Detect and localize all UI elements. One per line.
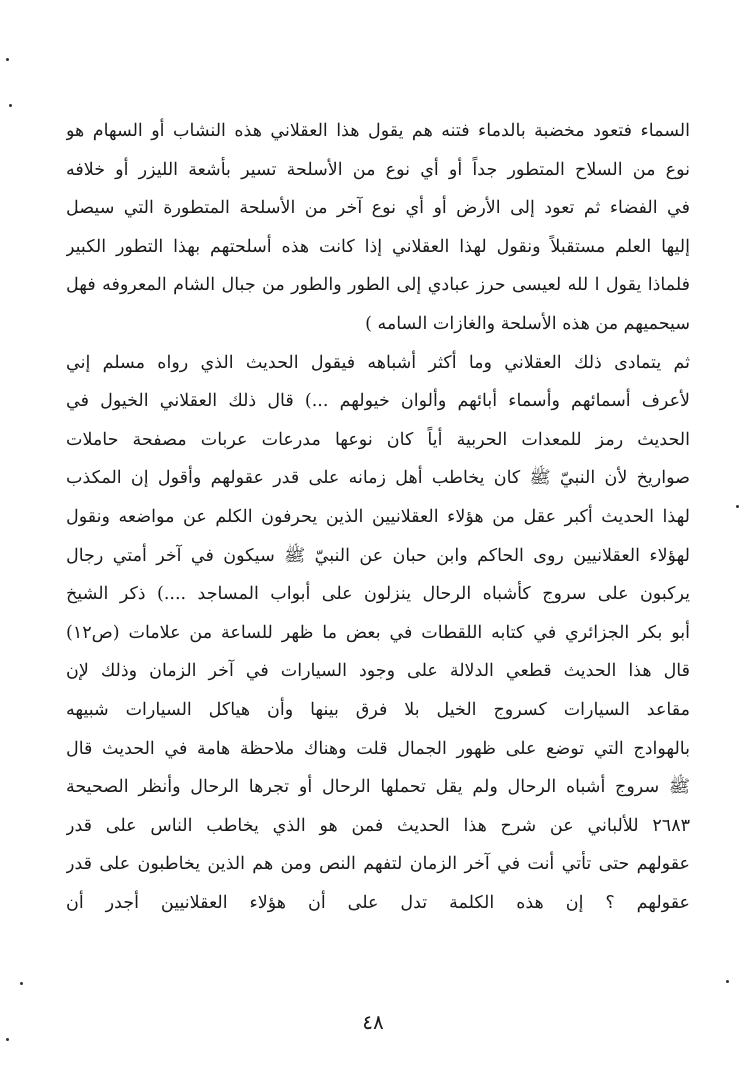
scan-speck: [9, 104, 12, 107]
scan-speck: [6, 58, 9, 61]
scan-speck: [6, 1038, 9, 1041]
text-line: ثم يتمادى ذلك العقلاني وما أكثر أشباهه فيقول الحديث الذي رواه مسلم إني: [66, 352, 690, 373]
text-line: عقولهم حتى تأتي أنت في آخر الزمان لتفهم النص ومن هم الذين يخاطبون على قدر: [66, 854, 690, 875]
text-line: لهذا الحديث أكبر عقل من هؤلاء العقلانيين الذين يحرفون الكلم عن مواضعه ونقول: [66, 506, 690, 527]
text-line: فلماذا يقول ا لله لعيسى حرز عبادي إلى الطور والطور من جبال الشام المعروفه فهل: [66, 275, 690, 296]
text-line: ٢٦٨٣ للألباني عن شرح هذا الحديث فمن هو الذي يخاطب الناس على قدر: [66, 815, 690, 836]
text-line: في الفضاء ثم تعود إلى الأرض أو أي نوع آخر من الأسلحة المتطورة التي سيصل: [66, 198, 690, 219]
scan-speck: [20, 982, 23, 985]
text-line: سيحميهم من هذه الأسلحة والغازات السامه ): [365, 313, 690, 334]
text-line: إليها العلم مستقبلاً ونقول لهذا العقلاني إذا كانت هذه أسلحتهم بهذا التطور الكبير: [66, 236, 690, 257]
text-line: أبو بكر الجزائري في كتابه اللقطات في بعض ما ظهر للساعة من علامات (ص١٢): [66, 622, 690, 643]
text-line: مقاعد السيارات كسروج الخيل بلا فرق بينها وأن هياكل السيارات شبيهه: [66, 699, 690, 720]
scan-speck: [736, 505, 739, 508]
text-line: صواريخ لأن النبيّ ﷺ كان يخاطب أهل زمانه على قدر عقولهم وأقول إن المكذب: [66, 468, 690, 489]
text-line: يركبون على سروج كأشباه الرحال ينزلون على أبواب المساجد ....) ذكر الشيخ: [66, 584, 690, 605]
text-line: عقولهم ؟ إن هذه الكلمة تدل على أن هؤلاء العقلانيين أجدر أن: [66, 892, 690, 913]
page-number: ٤٨: [362, 1010, 384, 1034]
text-line: نوع من السلاح المتطور جداً أو أي نوع من الأسلحة تسير بأشعة الليزر أو خلافه: [66, 159, 690, 180]
text-line: السماء فتعود مخضبة بالدماء فتنه هم يقول هذا العقلاني هذه النشاب أو السهام هو: [66, 121, 690, 141]
text-line: لهؤلاء العقلانيين روى الحاكم وابن حبان عن النبيّ ﷺ سيكون في آخر أمتي رجال: [66, 545, 690, 566]
body-text: [66, 112, 690, 922]
text-line: قال هذا الحديث قطعي الدلالة على وجود السيارات في آخر الزمان وذلك لإن: [66, 661, 690, 682]
text-line: ﷺ سروج أشباه الرحال ولم يقل تحملها الرحال أو تجرها الرحال وأنظر الصحيحة: [66, 777, 690, 798]
scan-speck: [726, 980, 729, 983]
text-line: بالهوادج التي توضع على ظهور الجمال قلت وهناك ملاحظة هامة في الحديث قال: [66, 738, 690, 759]
text-line: لأعرف أسمائهم وأسماء أبائهم وألوان خيولهم ...) قال ذلك العقلاني الخيول في: [66, 391, 690, 412]
text-line: الحديث رمز للمعدات الحربية أياً كان نوعها مدرعات عربات مصفحة حاملات: [66, 429, 690, 450]
